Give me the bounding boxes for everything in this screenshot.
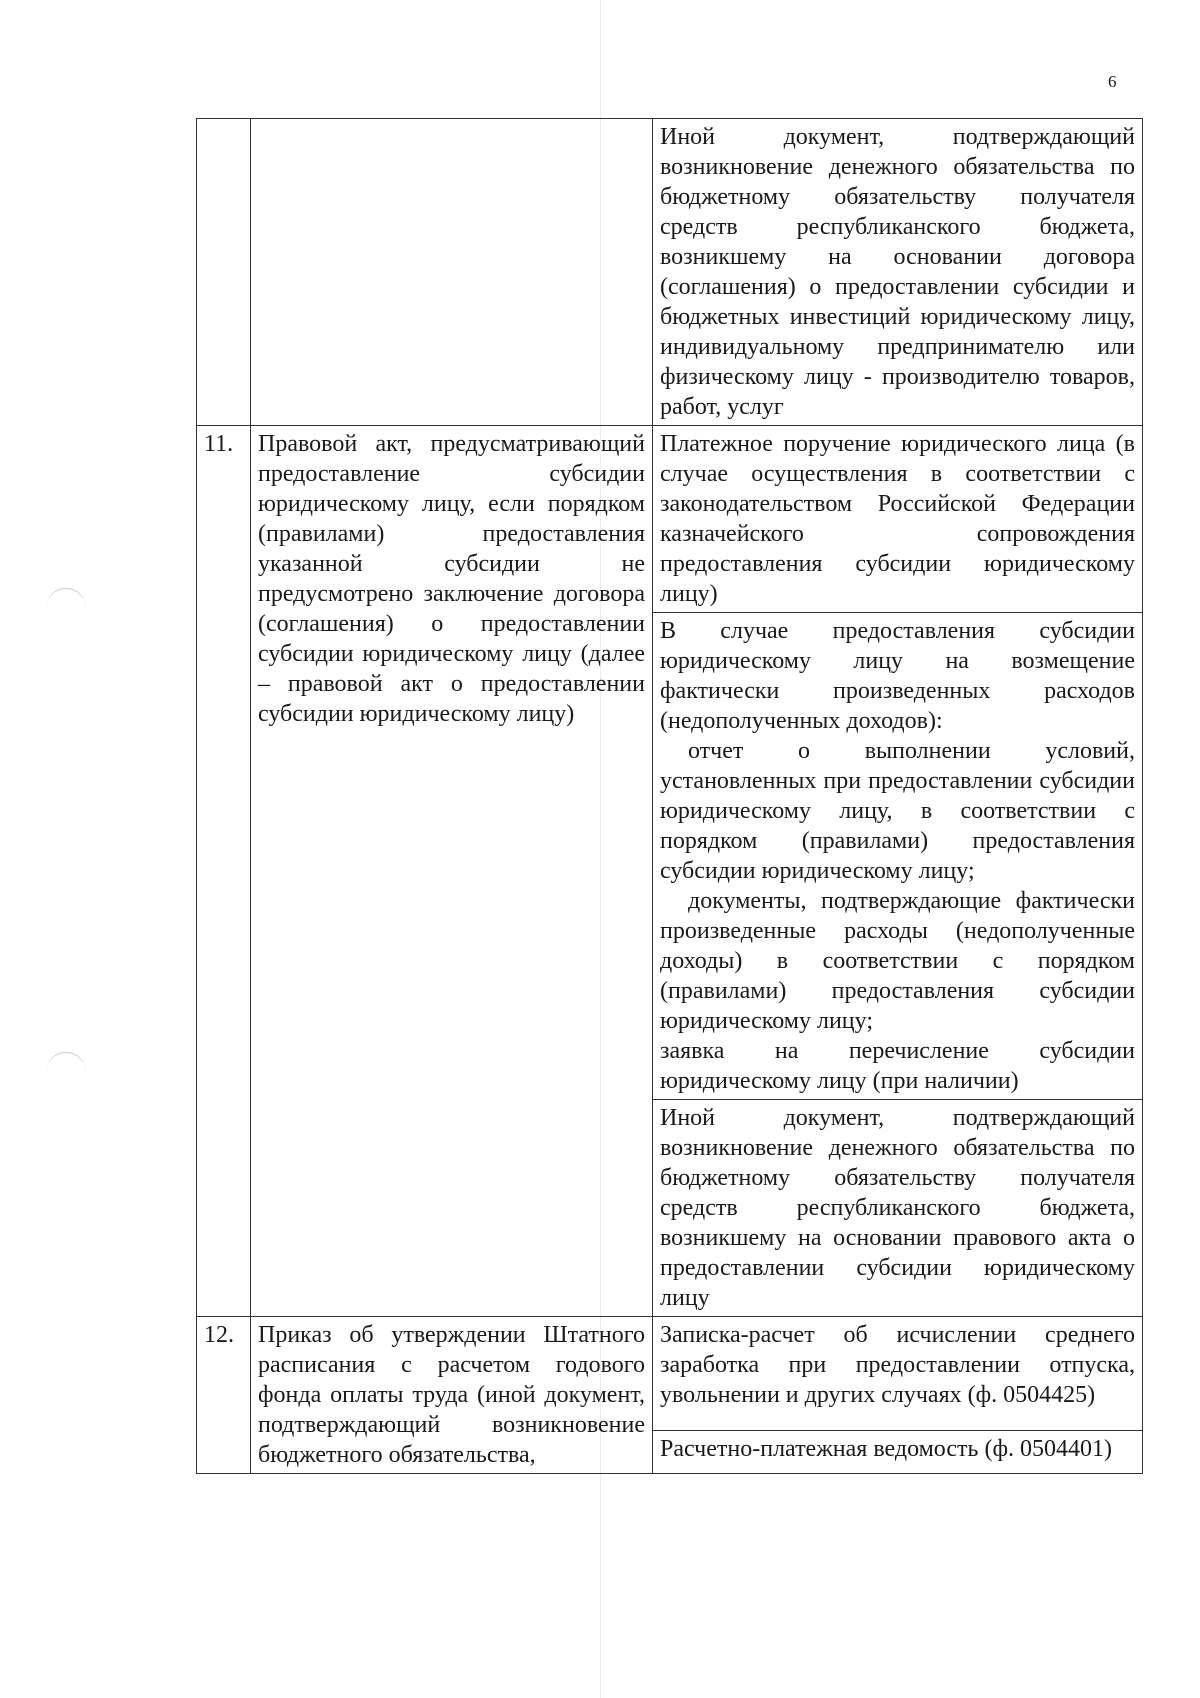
- table-row-continued: [197, 119, 1143, 426]
- row-number-cell: 12.: [197, 1317, 251, 1474]
- compensation-item-request: заявка на перечисление субсидии юридическому лицу (при наличии): [660, 1038, 1135, 1094]
- compensation-item-documents: документы, подтверждающие фактически произведенные расходы (недополученные доходы) в соответствии с порядком (правилами) предоставления субсидии юридическому лицу;: [660, 888, 1135, 1034]
- page-number: 6: [1108, 72, 1117, 91]
- document-cell: Иной документ, подтверждающий возникновение денежного обязательства по бюджетному обязательству получателя средств республиканского бюджета, возникшему на основании договора (соглашения) о предоставлении субсидии и бюджетных инвестиций юридическому лицу, индивидуальному предпринимателю или физическому лицу - производителю товаров, работ, услуг: [653, 119, 1143, 426]
- document-cell-payroll-statement: Расчетно-платежная ведомость (ф. 0504401): [653, 1430, 1143, 1473]
- basis-cell: [251, 119, 653, 426]
- basis-cell: Приказ об утверждении Штатного расписания с расчетом годового фонда оплаты труда (иной документ, подтверждающий возникновение бюджетного обязательства,: [251, 1317, 653, 1474]
- document-table: [196, 118, 1143, 1474]
- compensation-item-report: отчет о выполнении условий, установленных при предоставлении субсидии юридическому лицу, в соответствии с порядком (правилами) предоставления субсидии юридическому лицу;: [660, 738, 1135, 884]
- row-number-cell: [197, 119, 251, 426]
- table-row-12: [197, 1317, 1143, 1431]
- basis-cell: Правовой акт, предусматривающий предоставление субсидии юридическому лицу, если порядком (правилами) предоставления указанной субсидии не предусмотрено заключение договора (соглашения) о предоставлении субсидии юридическому лицу (далее – правовой акт о предоставлении субсидии юридическому лицу): [251, 426, 653, 1317]
- document-cell-payment-order: Платежное поручение юридического лица (в случае осуществления в соответствии с законодательством Российской Федерации казначейского сопровождения предоставления субсидии юридическому лицу): [653, 426, 1143, 613]
- document-cell-average-earnings-note: Записка-расчет об исчислении среднего заработка при предоставлении отпуска, увольнении и других случаях (ф. 0504425): [653, 1317, 1143, 1431]
- row-number-cell: 11.: [197, 426, 251, 1317]
- punch-hole-mark: [46, 1052, 86, 1077]
- compensation-intro: В случае предоставления субсидии юридическому лицу на возмещение фактически произведенных расходов (недополученных доходов):: [660, 618, 1135, 734]
- table-row-11: [197, 426, 1143, 613]
- punch-hole-mark: [46, 588, 86, 613]
- document-cell-compensation: [653, 613, 1143, 1100]
- document-cell-other: Иной документ, подтверждающий возникновение денежного обязательства по бюджетному обязательству получателя средств республиканского бюджета, возникшему на основании правового акта о предоставлении субсидии юридическому лицу: [653, 1100, 1143, 1317]
